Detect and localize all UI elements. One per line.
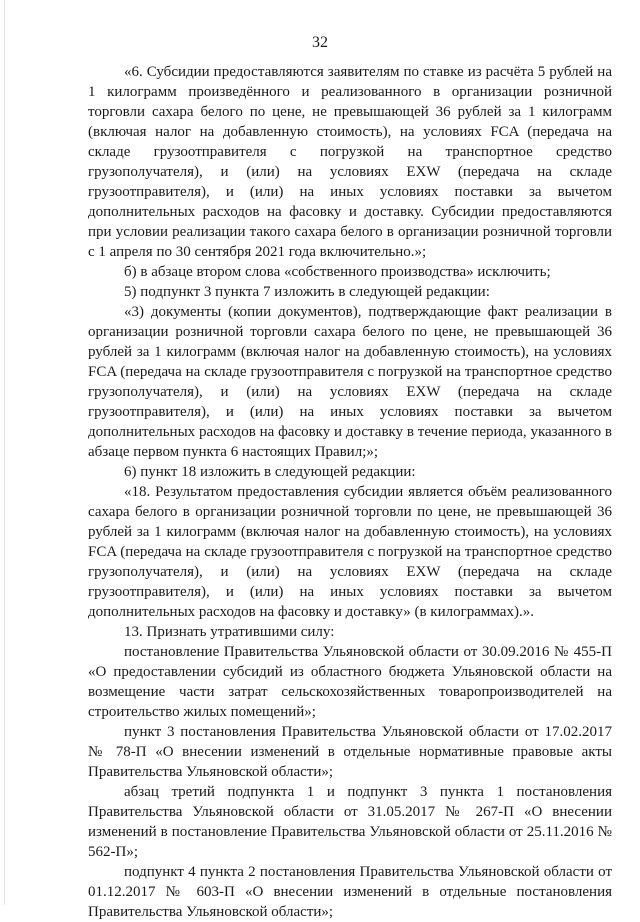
paragraph: б) в абзаце втором слова «собственного производства» исключить; xyxy=(124,264,551,280)
page-number: 32 xyxy=(312,34,328,51)
paragraph: 13. Признать утратившими силу: xyxy=(124,624,335,640)
paragraph: 6) пункт 18 изложить в следующей редакции: xyxy=(124,464,416,480)
paragraph: «6. Субсидии предоставляются заявителям по ставке из расчёта 5 рублей на 1 килограмм произведённого и реализованного в организации розничной торговли сахара белого по цене, не превышающей 36 рублей за 1 килограмм (включая налог на добавленную стоимость), на условиях FCA (передача на складе грузоотправителя с погрузкой на транспортное средство грузополучателя), и (или) на условиях EXW (передача на складе грузоотправителя), и (или) на иных условиях поставки за вычетом дополнительных расходов на фасовку и доставку. Субсидии предоставляются при условии реализации такого сахара белого в организации розничной торговли с 1 апреля по 30 сентября 2021 года включительно.»; xyxy=(88,64,612,260)
paragraph: пункт 3 постановления Правительства Ульяновской области от 17.02.2017 № 78-П «О внесении изменений в отдельные нормативные правовые акты Правительства Ульяновской области»; xyxy=(88,724,612,780)
paragraph: «18. Результатом предоставления субсидии является объём реализованного сахара белого в организации розничной торговли по цене, не превышающей 36 рублей за 1 килограмм (включая налог на добавленную стоимость), на условиях FCA (передача на складе грузоотправителя с погрузкой на транспортное средство грузополучателя), и (или) на условиях EXW (передача на складе грузоотправителя), и (или) на иных условиях поставки за вычетом дополнительных расходов на фасовку и доставку» (в килограммах).». xyxy=(88,484,612,620)
document-body xyxy=(88,62,612,922)
paragraph: 5) подпункт 3 пункта 7 изложить в следующей редакции: xyxy=(124,284,490,300)
paragraph: абзац третий подпункта 1 и подпункт 3 пункта 1 постановления Правительства Ульяновской области от 31.05.2017 № 267-П «О внесении изменений в постановление Правительства Ульяновской области от 25.11.2016 № 562-П»; xyxy=(88,784,612,860)
paragraph: постановление Правительства Ульяновской области от 30.09.2016 № 455-П «О предоставлении субсидий из областного бюджета Ульяновской области на возмещение части затрат сельскохозяйственных товаропроизводителей на строительство жилых помещений»; xyxy=(88,644,612,720)
paragraph: «3) документы (копии документов), подтверждающие факт реализации в организации розничной торговли сахара белого по цене, не превышающей 36 рублей за 1 килограмм (включая налог на добавленную стоимость), на условиях FCA (передача на складе грузоотправителя с погрузкой на транспортное средство грузополучателя), и (или) на условиях EXW (передача на складе грузоотправителя), и (или) на иных условиях поставки за вычетом дополнительных расходов на фасовку и доставку в течение периода, указанного в абзаце первом пункта 6 настоящих Правил;»; xyxy=(88,304,612,460)
paragraph: подпункт 4 пункта 2 постановления Правительства Ульяновской области от 01.12.2017 № 603-П «О внесении изменений в отдельные постановления Правительства Ульяновской области»; xyxy=(88,864,612,920)
scan-edge-line xyxy=(4,0,5,905)
